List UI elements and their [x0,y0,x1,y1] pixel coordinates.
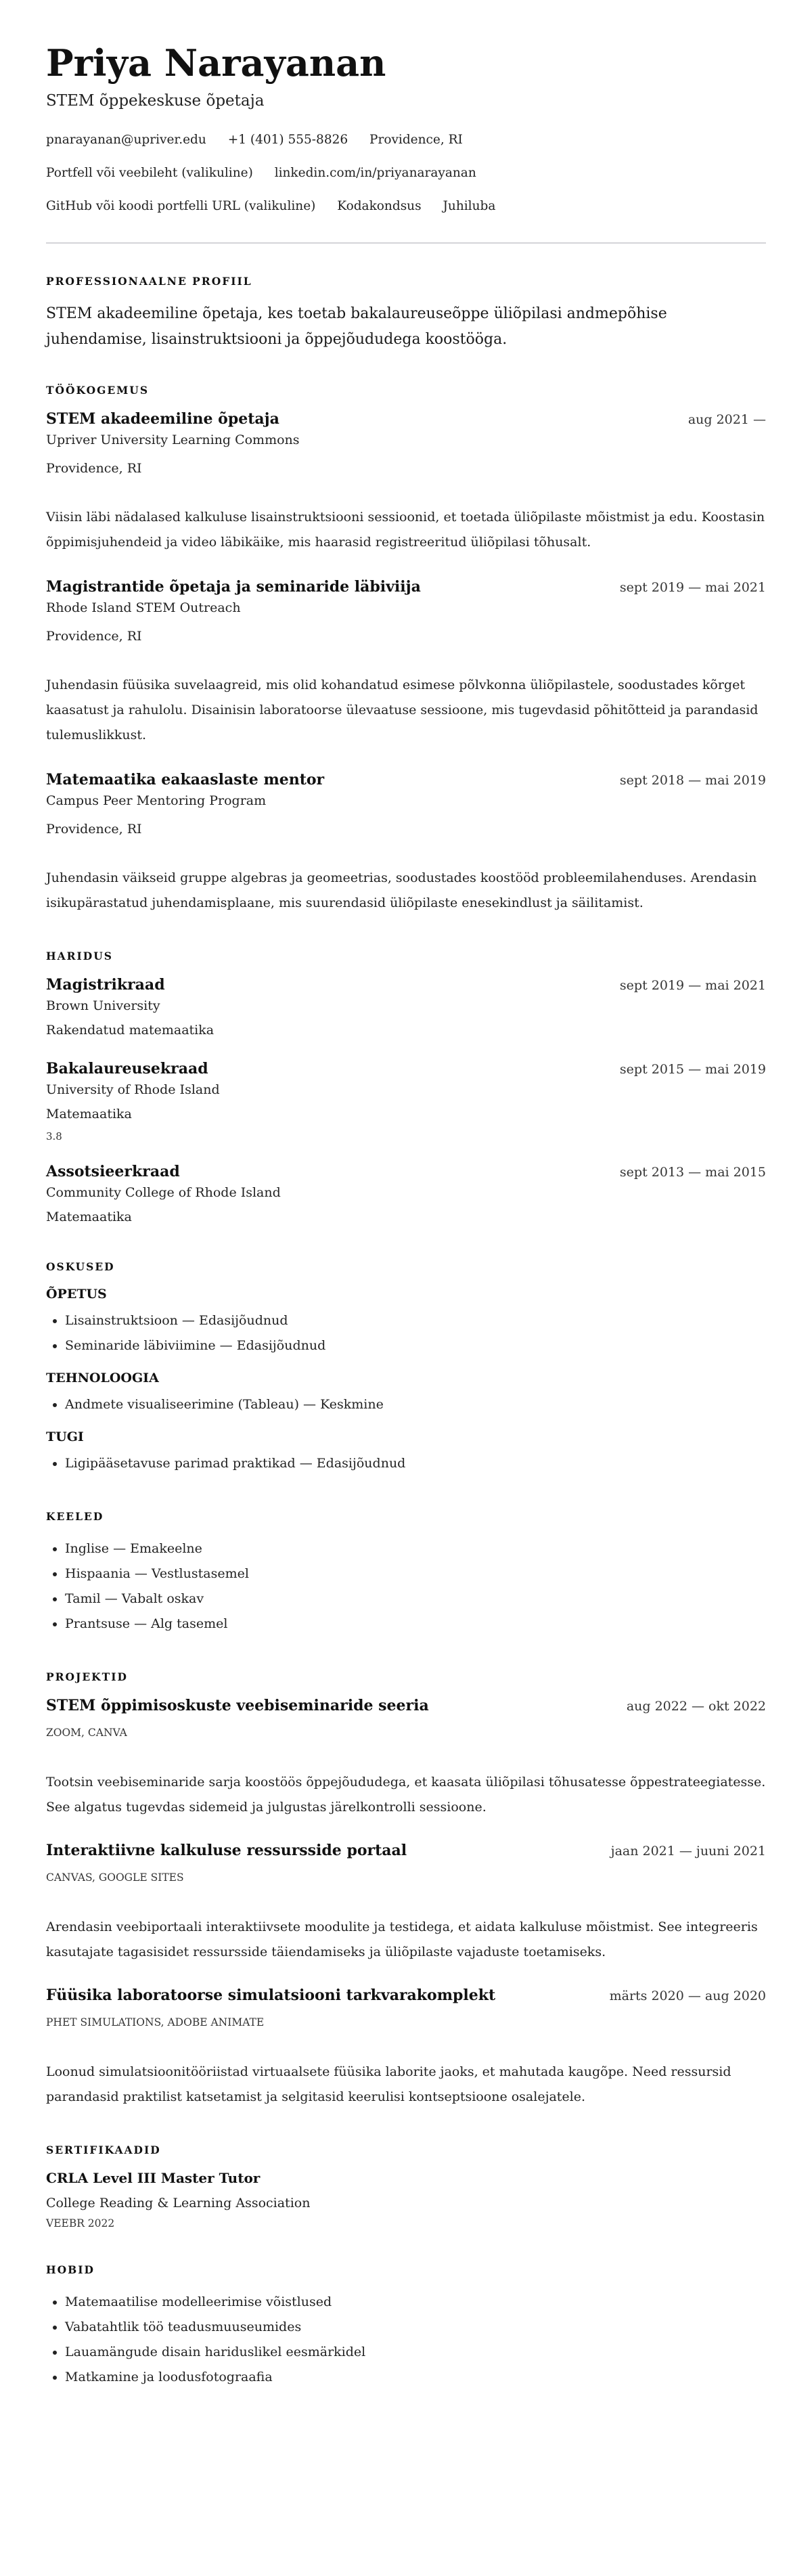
school-name: Brown University [46,998,160,1013]
contact-row [46,164,766,182]
experience-item [46,410,766,555]
skill-item: • Andmete visualiseerimine (Tableau) — Keskmine [65,1392,766,1417]
certificate-date: VEEBR 2022 [46,2217,115,2229]
project-description: Loonud simulatsioonitööriistad virtuaalsete füüsika laborite jaoks, et mahutada kaugõpe. Need ressursid parandasid praktilist katsetamist ja selgitasid keerulisi kontseptsioone osalejatele. [46,2064,731,2104]
section-heading: HOBID [46,2263,95,2276]
degree-date: sept 2015 — mai 2019 [619,1062,766,1077]
project-description: Tootsin veebiseminaride sarja koostöös õppejõududega, et kaasata üliõpilasi tõhusatesse õppestrateegiatesse. See algatus tugevdas sidemeid ja julgustas järelkontrolli sessioone. [46,1775,766,1815]
hobby-item: • Lauamängude disain hariduslikel eesmärkidel [65,2340,766,2365]
job-org: Campus Peer Mentoring Program [46,793,267,808]
contact-email[interactable]: pnarayanan@upriver.edu [46,133,206,147]
contact-row [46,131,766,149]
job-date: aug 2021 — [687,412,766,427]
candidate-title: STEM õppekeskuse õpetaja [46,92,265,110]
experience-item [46,771,766,916]
skill-category: TEHNOLOOGIA [46,1371,159,1385]
job-org: Rhode Island STEM Outreach [46,600,241,615]
section-heading: KEELED [46,1510,104,1523]
school-name: Community College of Rhode Island [46,1185,281,1200]
degree-field: Matemaatika [46,1209,132,1224]
skill-list [46,1451,766,1476]
project-date: jaan 2021 — juuni 2021 [610,1844,766,1859]
education-item [46,976,766,1040]
certificate-title: CRLA Level III Master Tutor [46,2170,261,2186]
project-tech: ZOOM, CANVA [46,1727,127,1739]
section-heading: PROFESSIONAALNE PROFIIL [46,275,252,288]
section-heading: PROJEKTID [46,1670,128,1683]
resume-header [46,39,766,215]
project-title: Interaktiivne kalkuluse ressursside portaal [46,1842,407,1859]
education-item [46,1163,766,1226]
project-item [46,1842,766,1965]
profile-text: STEM akadeemiline õpetaja, kes toetab bakalaureuseõppe üliõpilasi andmepõhise juhendamise, lisainstruktsiooni ja õppejõududega koostööga. [46,305,667,348]
education-item [46,1060,766,1142]
project-item [46,1697,766,1820]
skill-item: • Ligipääsetavuse parimad praktikad — Edasijõudnud [65,1451,766,1476]
hobby-item: • Matkamine ja loodusfotograafia [65,2365,766,2390]
contact-github[interactable]: GitHub või koodi portfelli URL (valikuline) [46,199,316,213]
contact-phone[interactable]: +1 (401) 555-8826 [227,133,348,147]
project-tech: CANVAS, GOOGLE SITES [46,1871,184,1884]
job-org: Upriver University Learning Commons [46,432,300,447]
project-description: Arendasin veebiportaali interaktiivsete moodulite ja testidega, et aidata kalkuluse mõistmist. See integreeris kasutajate tagasisidet ressursside täiendamiseks ja üliõpilaste vajaduste toetamiseks. [46,1919,758,1959]
project-tech: PHET SIMULATIONS, ADOBE ANIMATE [46,2016,265,2028]
degree-date: sept 2019 — mai 2021 [619,978,766,993]
degree-field: Matemaatika [46,1107,132,1122]
contact-citizenship: Kodakondsus [337,199,422,213]
section-heading: OSKUSED [46,1260,115,1273]
contact-linkedin[interactable]: linkedin.com/in/priyanarayanan [274,166,476,180]
language-item: • Inglise — Emakeelne [65,1536,766,1561]
job-date: sept 2019 — mai 2021 [619,580,766,595]
hobby-item: • Matemaatilise modelleerimise võistlused [65,2290,766,2315]
degree-date: sept 2013 — mai 2015 [619,1165,766,1180]
hobby-item: • Vabatahtlik töö teadusmuuseumides [65,2315,766,2340]
job-title: STEM akadeemiline õpetaja [46,410,279,428]
project-title: STEM õppimisoskuste veebiseminaride seeria [46,1697,429,1714]
job-date: sept 2018 — mai 2019 [619,773,766,788]
skill-item: • Seminaride läbiviimine — Edasijõudnud [65,1333,766,1358]
section-heading: HARIDUS [46,950,113,962]
contact-portfolio[interactable]: Portfell või veebileht (valikuline) [46,166,253,180]
language-item: • Prantsuse — Alg tasemel [65,1612,766,1637]
school-name: University of Rhode Island [46,1082,220,1097]
candidate-name: Priya Narayanan [46,41,386,85]
skill-item: • Lisainstruktsioon — Edasijõudnud [65,1308,766,1333]
projects-section [46,1670,766,2110]
section-heading: TÖÖKOGEMUS [46,384,150,397]
job-description: Viisin läbi nädalased kalkuluse lisainstruktsiooni sessioonid, et toetada üliõpilaste mõistmist ja edu. Koostasin õppimisjuhendeid ja video läbikäike, mis haarasid registreeritud üliõpilasi tõhusalt. [46,510,765,550]
job-title: Magistrantide õpetaja ja seminaride läbiviija [46,578,421,596]
education-section [46,950,766,1226]
job-description: Juhendasin väikseid gruppe algebras ja geomeetrias, soodustades koostööd probleemilahenduses. Arendasin isikupärastatud juhendamisplaane, mis suurendasid üliõpilaste enesekindlust ja säilitamist. [46,870,757,910]
hobbies-section [46,2263,766,2390]
degree-field: Rakendatud matemaatika [46,1023,215,1038]
languages-section [46,1510,766,1637]
header-divider [46,242,766,244]
job-description: Juhendasin füüsika suvelaagreid, mis olid kohandatud esimese põlvkonna üliõpilastele, soodustades kõrget kaasatust ja rahulolu. Disainisin laboratoorse ülevaatuse sessioone, mis tugevdasid põhitõtteid ja parandasid tulemuslikkust. [46,678,759,742]
job-location: Providence, RI [46,822,142,837]
skill-list [46,1392,766,1417]
project-date: aug 2022 — okt 2022 [626,1699,766,1714]
experience-section [46,384,766,916]
certificates-section [46,2144,766,2229]
hobby-list [46,2290,766,2390]
degree-title: Bakalaureusekraad [46,1060,208,1078]
job-location: Providence, RI [46,461,142,476]
certificate-org: College Reading & Learning Association [46,2196,311,2211]
project-title: Füüsika laboratoorse simulatsiooni tarkvarakomplekt [46,1986,496,2004]
degree-title: Assotsieerkraad [46,1163,180,1180]
profile-section [46,275,766,353]
contact-location: Providence, RI [369,133,463,147]
experience-item [46,578,766,748]
job-title: Matemaatika eakaaslaste mentor [46,771,325,789]
contact-row [46,198,766,215]
section-heading: SERTIFIKAADID [46,2144,161,2156]
project-item [46,1986,766,2110]
skill-category: ÕPETUS [46,1287,107,1302]
contact-license: Juhiluba [443,199,496,213]
skill-list [46,1308,766,1358]
project-date: märts 2020 — aug 2020 [609,1989,766,2003]
language-item: • Tamil — Vabalt oskav [65,1586,766,1612]
degree-gpa: 3.8 [46,1130,62,1142]
skills-section [46,1260,766,1476]
degree-title: Magistrikraad [46,976,165,994]
language-item: • Hispaania — Vestlustasemel [65,1561,766,1586]
job-location: Providence, RI [46,629,142,644]
certificate-item [46,2170,766,2229]
skill-category: TUGI [46,1429,84,1444]
language-list [46,1536,766,1637]
